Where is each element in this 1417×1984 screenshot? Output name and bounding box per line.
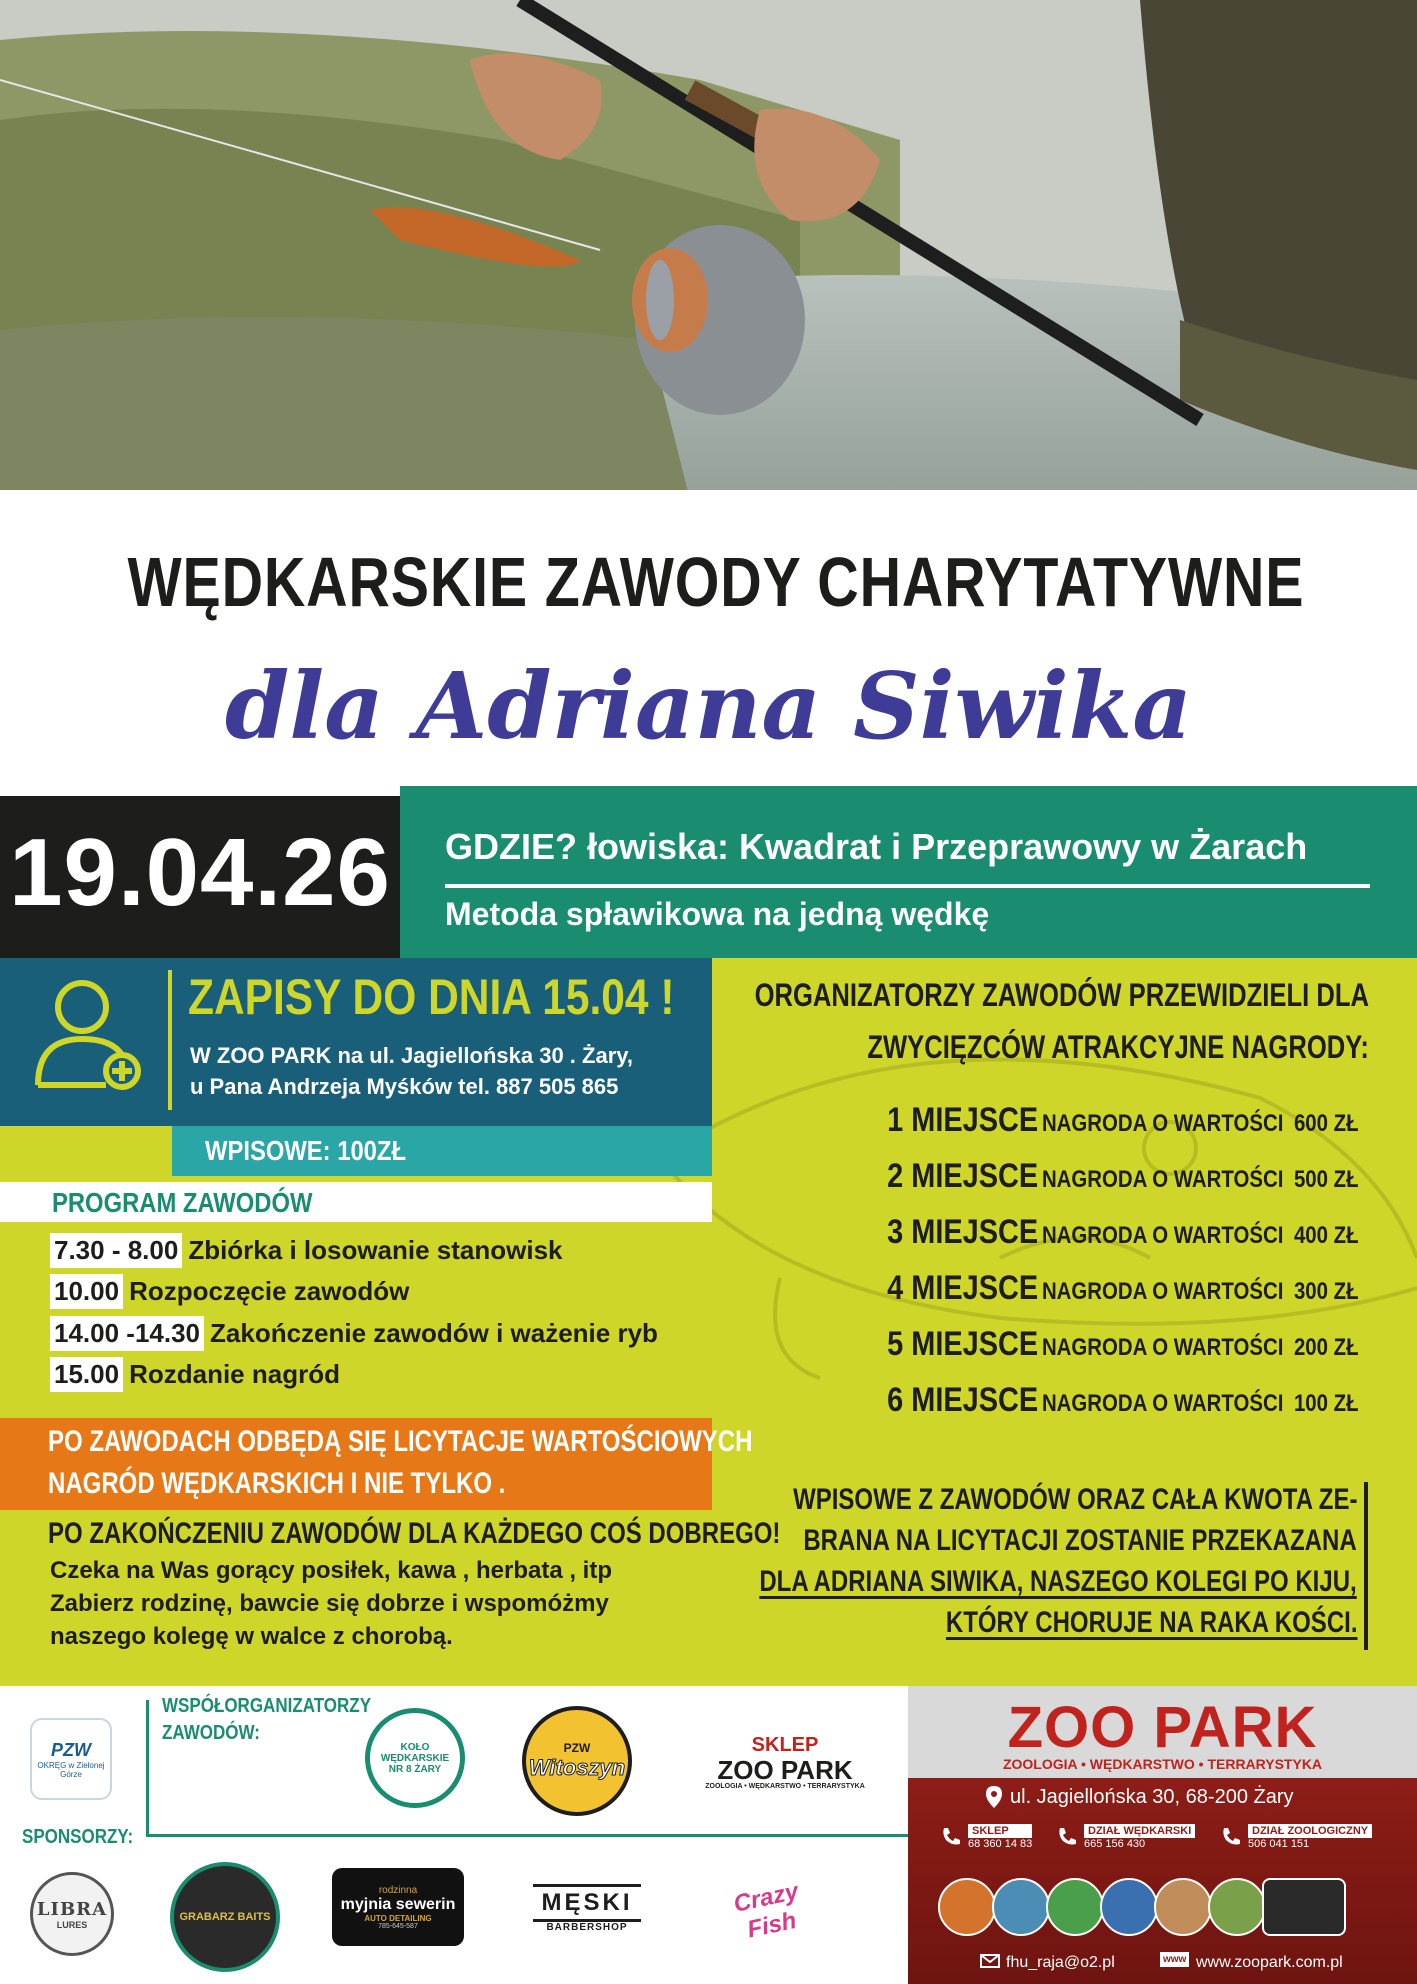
libra-logo-text: LIBRA	[36, 1898, 108, 1920]
prize-amount: 300 ZŁ	[1294, 1278, 1359, 1305]
prize-amount: 100 ZŁ	[1294, 1390, 1359, 1417]
myjnia-logo-phone: 785-645-587	[378, 1922, 418, 1930]
zoo-park-subtitle: ZOOLOGIA • WĘDKARSTWO • TERRARYSTYKA	[1002, 1756, 1323, 1772]
registration-divider	[168, 970, 172, 1110]
prize-amount: 500 ZŁ	[1294, 1166, 1359, 1193]
kolo-logo-text: KOŁO WĘDKARSKIE NR 8 ŻARY	[380, 1741, 450, 1775]
prize-desc: NAGRODA O WARTOŚCI	[1042, 1110, 1284, 1137]
prize-place: 2 MIEJSCE	[887, 1157, 1039, 1195]
page-subtitle: dla Adriana Siwika	[224, 652, 1193, 760]
meski-barbershop-logo	[522, 1866, 652, 1950]
header-photo	[0, 0, 1417, 540]
prize-amount: 400 ZŁ	[1294, 1222, 1359, 1249]
phone-icon	[1056, 1826, 1078, 1848]
registration-address: W ZOO PARK na ul. Jagiellońska 30 . Żary,	[190, 1043, 633, 1068]
zoo-park-website: www.zoopark.com.pl	[1196, 1954, 1343, 1971]
meski-logo-sub: BARBERSHOP	[546, 1921, 628, 1933]
location-pin-icon	[986, 1786, 1002, 1808]
donation-text-line: BRANA NA LICYTACJI ZOSTANIE PRZEKAZANA	[803, 1524, 1357, 1557]
pzw-witoszyn-logo	[522, 1706, 632, 1816]
kolo-wedkarskie-logo	[365, 1708, 465, 1808]
prize-place: 5 MIEJSCE	[887, 1325, 1039, 1363]
prize-amount: 600 ZŁ	[1294, 1110, 1359, 1137]
fishing-photo-illustration	[0, 0, 1417, 540]
zoo-park-email: fhu_raja@o2.pl	[1006, 1954, 1115, 1971]
program-desc: Rozdanie nagród	[129, 1358, 340, 1389]
after-event-line: Zabierz rodzinę, bawcie się dobrze i wspomóżmy	[50, 1590, 609, 1617]
phone-zoo-dept	[1220, 1824, 1372, 1850]
pzw-logo-text: PZW	[51, 1739, 91, 1760]
prizes-heading-2: ZWYCIĘZCÓW ATRAKCYJNE NAGRODY:	[867, 1029, 1369, 1065]
program-title: PROGRAM ZAWODÓW	[52, 1187, 313, 1218]
prize-row	[888, 1101, 1359, 1140]
program-time: 7.30 - 8.00	[50, 1233, 182, 1268]
prize-place: 6 MIEJSCE	[887, 1381, 1039, 1419]
phone-icon	[940, 1826, 962, 1848]
prize-row	[888, 1269, 1359, 1308]
photo-angler	[992, 1878, 1050, 1936]
event-date: 19.04.26	[9, 819, 391, 926]
location-divider	[445, 884, 1370, 888]
donation-text-line: KTÓRY CHORUJE NA RAKA KOŚCI.	[945, 1606, 1357, 1639]
program-item	[50, 1357, 340, 1391]
sklep-logo-sub: ZOOLOGIA • WĘDKARSTWO • TERRARYSTYKA	[705, 1783, 865, 1790]
prize-amount: 200 ZŁ	[1294, 1334, 1359, 1361]
phone-number: 68 360 14 83	[968, 1838, 1033, 1850]
grabarz-baits-logo	[170, 1862, 280, 1972]
sponsors-divider-horizontal	[146, 1834, 908, 1837]
zoo-photo-strip	[938, 1872, 1386, 1942]
pzw-okreg-logo	[30, 1718, 112, 1800]
page-title: WĘDKARSKIE ZAWODY CHARYTATYWNE	[127, 543, 1305, 621]
meski-logo-text: MĘSKI	[533, 1884, 640, 1922]
donation-text-line: WPISOWE Z ZAWODÓW ORAZ CAŁA KWOTA ZE-	[792, 1483, 1357, 1516]
prize-row	[888, 1213, 1359, 1252]
event-location: GDZIE? łowiska: Kwadrat i Przeprawowy w Żarach	[445, 826, 1308, 867]
program-desc: Zakończenie zawodów i ważenie ryb	[210, 1317, 658, 1348]
prize-desc: NAGRODA O WARTOŚCI	[1042, 1222, 1284, 1249]
donation-divider	[1364, 1482, 1368, 1650]
crazy-fish-logo-text: Crazy Fish	[731, 1877, 801, 1944]
auction-text-line1: PO ZAWODACH ODBĘDĄ SIĘ LICYTACJE WARTOŚCIOWYCH	[48, 1425, 753, 1458]
program-time: 14.00 -14.30	[50, 1316, 204, 1351]
prize-desc: NAGRODA O WARTOŚCI	[1042, 1166, 1284, 1193]
zoo-park-title: ZOO PARK	[1007, 1695, 1318, 1760]
sponsors-divider-vertical	[146, 1700, 149, 1836]
sklep-logo-top: SKLEP	[751, 1734, 819, 1756]
prize-place: 4 MIEJSCE	[887, 1269, 1039, 1307]
prize-place: 3 MIEJSCE	[887, 1213, 1039, 1251]
auction-text-line2: NAGRÓD WĘDKARSKICH I NIE TYLKO .	[48, 1467, 506, 1500]
grabarz-logo-text: GRABARZ BAITS	[179, 1911, 271, 1923]
event-method: Metoda spławikowa na jedną wędkę	[445, 896, 990, 932]
prize-place: 1 MIEJSCE	[887, 1101, 1039, 1139]
after-event-line: naszego kolegę w walce z chorobą.	[50, 1623, 453, 1650]
program-time: 10.00	[50, 1274, 123, 1309]
prize-row	[888, 1325, 1359, 1364]
program-item	[50, 1274, 409, 1308]
witoszyn-logo-top: PZW	[563, 1741, 591, 1755]
witoszyn-logo-text: Witoszyn	[528, 1755, 626, 1780]
myjnia-sewerin-logo	[332, 1868, 464, 1946]
program-item	[50, 1233, 563, 1267]
www-badge: www	[1160, 1952, 1189, 1967]
myjnia-logo-top: rodzinna	[378, 1884, 418, 1896]
prize-desc: NAGRODA O WARTOŚCI	[1042, 1334, 1284, 1361]
after-event-line: Czeka na Was gorący posiłek, kawa , herbata , itp	[50, 1557, 612, 1584]
photo-parrot	[1046, 1878, 1104, 1936]
phone-label: DZIAŁ ZOOLOGICZNY	[1248, 1824, 1372, 1838]
crazy-fish-logo	[714, 1862, 824, 1962]
program-time: 15.00	[50, 1357, 123, 1392]
sklep-logo-text: ZOO PARK	[717, 1755, 853, 1785]
program-item	[50, 1316, 658, 1350]
phone-label: DZIAŁ WĘDKARSKI	[1084, 1824, 1195, 1838]
program-desc: Rozpoczęcie zawodów	[129, 1275, 410, 1306]
coorganizers-label: WSPÓŁORGANIZATORZY	[162, 1695, 372, 1717]
prize-desc: NAGRODA O WARTOŚCI	[1042, 1278, 1284, 1305]
program-desc: Zbiórka i losowanie stanowisk	[188, 1234, 563, 1265]
user-add-icon	[32, 975, 144, 1093]
photo-dog	[1154, 1878, 1212, 1936]
photo-aquarium-fish	[1100, 1878, 1158, 1936]
zoo-park-address: ul. Jagiellońska 30, 68-200 Żary	[1010, 1786, 1294, 1808]
prizes-heading: ORGANIZATORZY ZAWODÓW PRZEWIDZIELI DLA	[754, 977, 1369, 1013]
coorganizers-label-2: ZAWODÓW:	[162, 1722, 260, 1744]
after-event-heading: PO ZAKOŃCZENIU ZAWODÓW DLA KAŻDEGO COŚ DOBREGO!	[48, 1517, 781, 1550]
registration-title: ZAPISY DO DNIA 15.04 !	[188, 969, 675, 1025]
mail-icon	[980, 1954, 1000, 1968]
libra-lures-logo	[30, 1872, 114, 1956]
prize-row	[888, 1381, 1359, 1420]
registration-contact: u Pana Andrzeja Myśków tel. 887 505 865	[190, 1074, 619, 1099]
catch-and-release-badge	[1262, 1878, 1346, 1936]
prize-desc: NAGRODA O WARTOŚCI	[1042, 1390, 1284, 1417]
sklep-zoo-park-logo	[690, 1730, 880, 1794]
libra-logo-sub: LURES	[56, 1919, 88, 1930]
phone-label: SKLEP	[968, 1824, 1032, 1838]
myjnia-logo-sub: AUTO DETAILING	[364, 1913, 432, 1923]
donation-text-line: DLA ADRIANA SIWIKA, NASZEGO KOLEGI PO KIJU,	[759, 1565, 1357, 1598]
photo-lizard	[1208, 1878, 1266, 1936]
myjnia-logo-text: myjnia sewerin	[340, 1895, 456, 1913]
photo-sunset-fishing	[938, 1878, 996, 1936]
sponsors-label: SPONSORZY:	[22, 1826, 134, 1848]
pzw-logo-subtext: OKRĘG w Zielonej Górze	[37, 1760, 105, 1779]
phone-fishing-dept	[1056, 1824, 1195, 1850]
phone-icon	[1220, 1826, 1242, 1848]
phone-number: 506 041 151	[1248, 1838, 1310, 1850]
entry-fee: WPISOWE: 100ZŁ	[205, 1135, 406, 1166]
prize-row	[888, 1157, 1359, 1196]
phone-number: 665 156 430	[1084, 1838, 1146, 1850]
phone-shop	[940, 1824, 1032, 1850]
